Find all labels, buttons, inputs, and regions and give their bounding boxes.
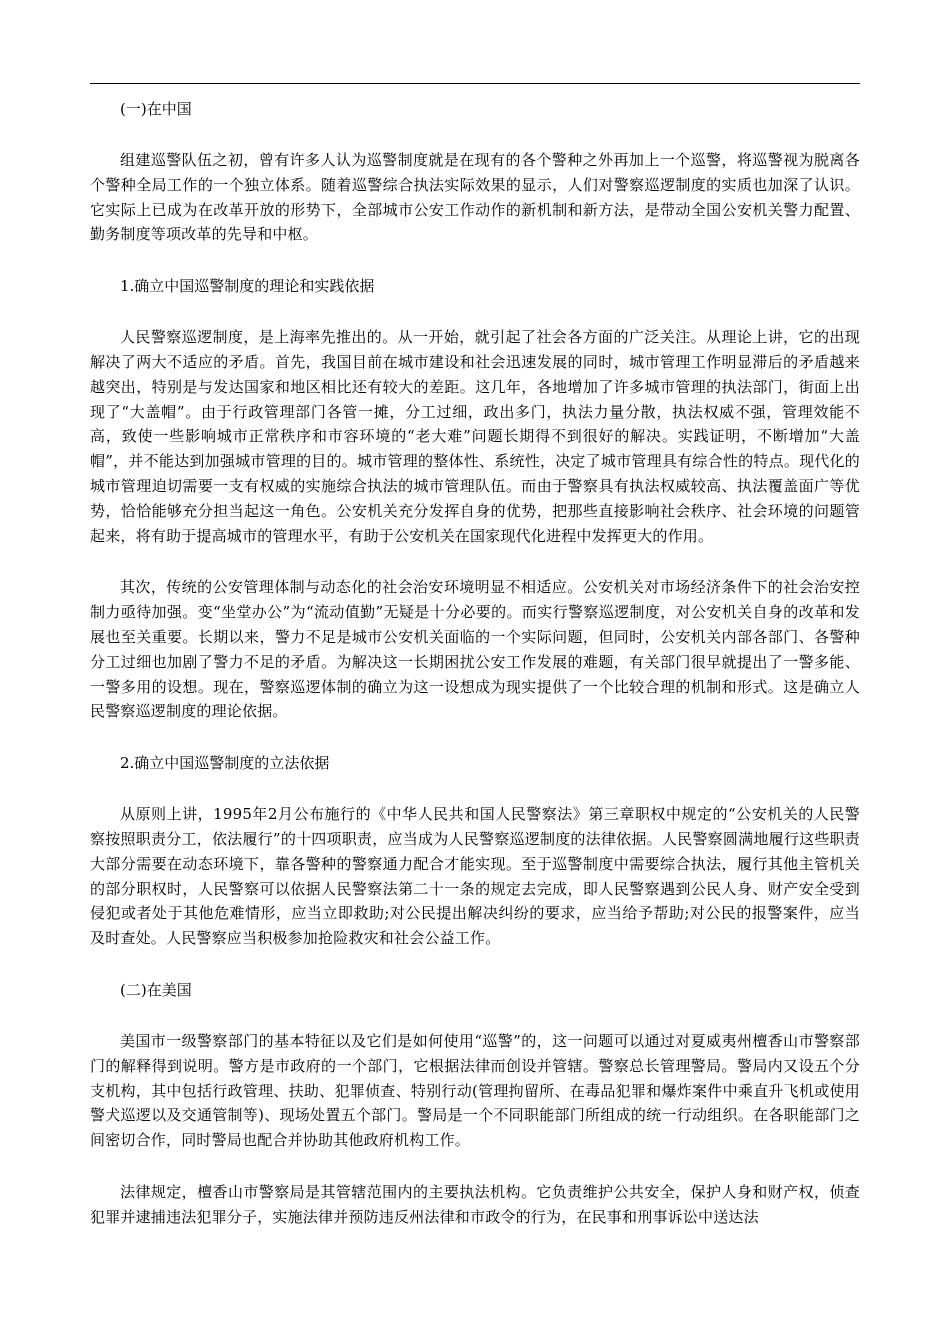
paragraph-legislation: 从原则上讲，1995年2月公布施行的《中华人民共和国人民警察法》第三章职权中规定的“公安机关的人民警察按照职责分工，依法履行”的十四项职责，应当成为人民警察巡逻制度的法律依据。人民警察圆满地履行这些职责大部分需要在动态环境下，靠各警种的警察通力配合才能实现。至于巡警制度中需要综合执法，履行其他主管机关的部分职权时，人民警察可以依据人民警察法第二十一条的规定去完成，即人民警察遇到公民人身、财产安全受到侵犯或者处于其他危难情形，应当立即救助;对公民提出解决纠纷的要求，应当给予帮助;对公民的报警案件，应当及时查处。人民警察应当积极参加抢险救灾和社会公益工作。 — [90, 805, 861, 948]
paragraph-usa-1: 美国市一级警察部门的基本特征以及它们是如何使用“巡警”的，这一问题可以通过对夏威夷州檀香山市警察部门的解释得到说明。警方是市政府的一个部门，它根据法律而创设并管辖。警察总长管理警局。警局内又设五个分支机构，其中包括行政管理、扶助、犯罪侦查、特别行动(管理拘留所、在毒品犯罪和爆炸案件中乘直升飞机或使用警犬巡逻以及交通管制等)、现场处置五个部门。警局是一个不同职能部门所组成的统一行动组织。在各职能部门之间密切合作，同时警局也配合并协助其他政府机构工作。 — [90, 1031, 860, 1150]
paragraph-theory-2: 其次，传统的公安管理体制与动态化的社会治安环境明显不相适应。公安机关对市场经济条件下的社会治安控制力亟待加强。变“坐堂办公”为“流动值勤”无疑是十分必要的。而实行警察巡逻制度，对公安机关自身的改革和发展也至关重要。长期以来，警力不足是城市公安机关面临的一个实际问题，但同时，公安机关内部各部门、各警种分工过细也加剧了警力不足的矛盾。为解决这一长期困扰公安工作发展的难题，有关部门很早就提出了一警多能、一警多用的设想。现在，警察巡逻体制的确立为这一设想成为现实提供了一个比较合理的机制和形式。这是确立人民警察巡逻制度的理论依据。 — [90, 578, 860, 721]
paragraph-usa-2: 法律规定，檀香山市警察局是其管辖范围内的主要执法机构。它负责维护公共安全，保护人身和财产权，侦查犯罪并逮捕违法犯罪分子，实施法律并预防违反州法律和市政令的行为，在民事和刑事诉讼中送达法 — [90, 1182, 860, 1226]
subsection-heading-legislation: 2.确立中国巡警制度的立法依据 — [120, 754, 330, 773]
subsection-heading-theory: 1.确立中国巡警制度的理论和实践依据 — [120, 277, 375, 296]
document-body — [90, 97, 860, 1230]
header-rule — [90, 83, 860, 84]
section-heading-usa: (二)在美国 — [120, 980, 192, 999]
section-heading-china: (一)在中国 — [120, 100, 192, 118]
paragraph-theory-1: 人民警察巡逻制度，是上海率先推出的。从一开始，就引起了社会各方面的广泛关注。从理论上讲，它的出现解决了两大不适应的矛盾。首先，我国目前在城市建设和社会迅速发展的同时，城市管理工作明显滞后的矛盾越来越突出，特别是与发达国家和地区相比还有较大的差距。这几年，各地增加了许多城市管理的执法部门，街面上出现了“大盖帽”。由于行政管理部门各管一摊，分工过细，政出多门，执法力量分散，执法权威不强，管理效能不高，致使一些影响城市正常秩序和市容环境的“老大难”问题长期得不到很好的解决。实践证明，不断增加“大盖帽”，并不能达到加强城市管理的目的。城市管理的整体性、系统性，决定了城市管理具有综合性的特点。现代化的城市管理迫切需要一支有权威的实施综合执法的城市管理队伍。而由于警察具有执法权威较高、执法覆盖面广等优势，恰恰能够充分担当起这一角色。公安机关充分发挥自身的优势，把那些直接影响社会秩序、社会环境的问题管起来，将有助于提高城市的管理水平，有助于公安机关在国家现代化进程中发挥更大的作用。 — [90, 328, 860, 545]
paragraph-intro: 组建巡警队伍之初，曾有许多人认为巡警制度就是在现有的各个警种之外再加上一个巡警，将巡警视为脱离各个警种全局工作的一个独立体系。随着巡警综合执法实际效果的显示，人们对警察巡逻制度的实质也加深了认识。它实际上已成为在改革开放的形势下，全部城市公安工作动作的新机制和新方法，是带动全国公安机关警力配置、勤务制度等项改革的先导和中枢。 — [90, 151, 860, 244]
